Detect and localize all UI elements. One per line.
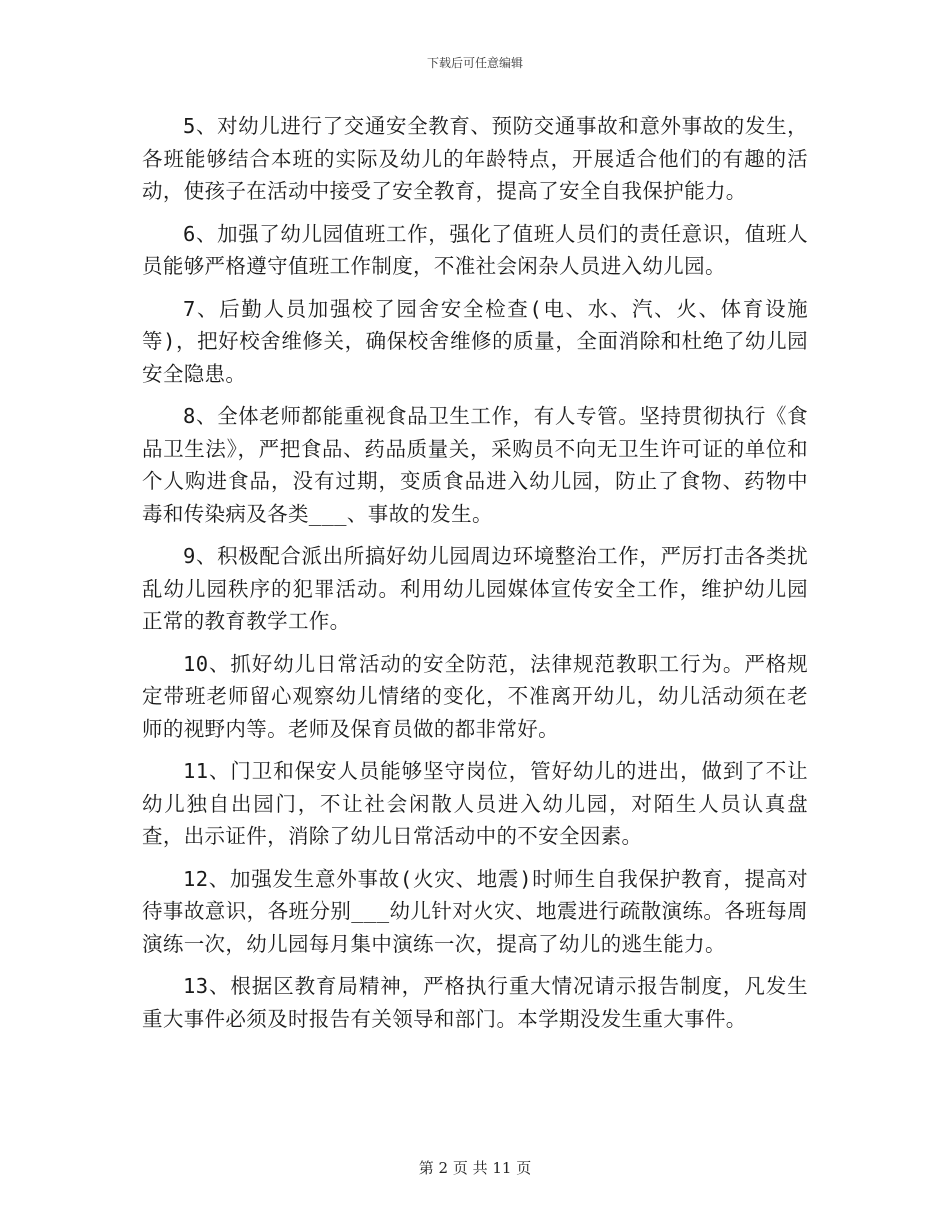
paragraph-item-5: 5、对幼儿进行了交通安全教育、预防交通事故和意外事故的发生，各班能够结合本班的实际及幼儿的年龄特点，开展适合他们的有趣的活动，使孩子在活动中接受了安全教育，提高了安全自我保护能力。 (142, 114, 808, 203)
page-header: 下载后可任意编辑 (426, 56, 523, 70)
page-number: 第 2 页 共 11 页 (418, 1159, 532, 1177)
paragraph-item-13: 13、根据区教育局精神，严格执行重大情况请示报告制度，凡发生重大事件必须及时报告有关领导和部门。本学期没发生重大事件。 (142, 974, 808, 1031)
paragraph-item-8: 8、全体老师都能重视食品卫生工作，有人专管。坚持贯彻执行《食品卫生法》，严把食品、药品质量关，采购员不向无卫生许可证的单位和个人购进食品，没有过期，变质食品进入幼儿园，防止了食物、药物中毒和传染病及各类___、事故的发生。 (142, 404, 808, 526)
paragraph-item-12: 12、加强发生意外事故(火灾、地震)时师生自我保护教育，提高对待事故意识，各班分别___幼儿针对火灾、地震进行疏散演练。各班每周演练一次，幼儿园每月集中演练一次，提高了幼儿的逃生能力。 (142, 866, 808, 956)
paragraph-item-9: 9、积极配合派出所搞好幼儿园周边环境整治工作，严厉打击各类扰乱幼儿园秩序的犯罪活动。利用幼儿园媒体宣传安全工作，维护幼儿园正常的教育教学工作。 (142, 544, 808, 633)
paragraph-item-6: 6、加强了幼儿园值班工作，强化了值班人员们的责任意识，值班人员能够严格遵守值班工作制度，不准社会闲杂人员进入幼儿园。 (142, 221, 808, 278)
paragraph-item-11: 11、门卫和保安人员能够坚守岗位，管好幼儿的进出，做到了不让幼儿独自出园门，不让社会闲散人员进入幼儿园，对陌生人员认真盘查，出示证件，消除了幼儿日常活动中的不安全因素。 (142, 759, 808, 848)
document-body (142, 110, 808, 1045)
paragraph-item-7: 7、后勤人员加强校了园舍安全检查(电、水、汽、火、体育设施等)，把好校舍维修关，确保校舍维修的质量，全面消除和杜绝了幼儿园安全隐患。 (142, 296, 808, 386)
paragraph-item-10: 10、抓好幼儿日常活动的安全防范，法律规范教职工行为。严格规定带班老师留心观察幼儿情绪的变化，不准离开幼儿，幼儿活动须在老师的视野内等。老师及保育员做的都非常好。 (142, 651, 808, 741)
